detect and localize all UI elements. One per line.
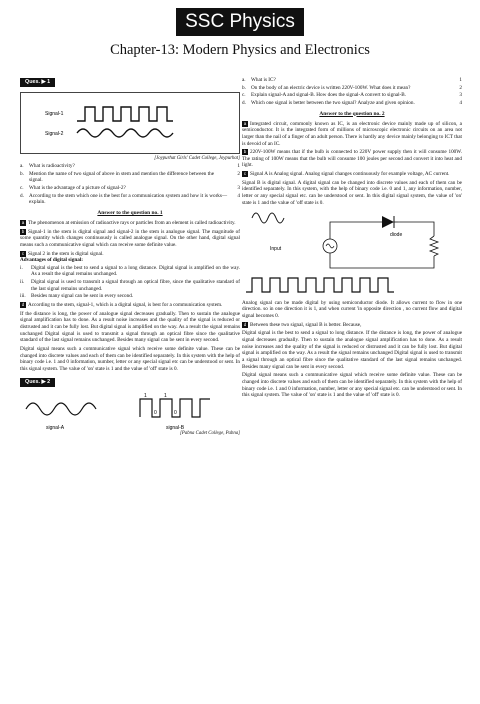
q2-signal-diagram bbox=[20, 389, 240, 433]
answer-tag-a: a bbox=[21, 219, 25, 225]
question-1-label: Ques. ▶ 1 bbox=[20, 78, 55, 87]
right-column bbox=[242, 76, 462, 399]
circuit-wires bbox=[330, 222, 434, 268]
q1-answer-a: a The phenomenon at emission of radioactive rays or particles from an element is called radioactivity. bbox=[21, 219, 236, 226]
signal-1-square-wave bbox=[77, 107, 173, 121]
rectifier-circuit-diagram bbox=[242, 206, 462, 272]
question-2-label: Ques. ▶ 2 bbox=[20, 378, 55, 387]
answer-tag-a: a bbox=[243, 120, 247, 126]
q1-advantage-1: i. Digital signal is the best to send a signal to a long distance. Digital signal is amplified on the way. As a result the signal remains unchanged. bbox=[20, 264, 240, 278]
q2-question-list bbox=[242, 77, 462, 107]
q2-answer-d-paragraph-2: Digital signal is the best to send a signal to long distance. If the distance is long, the power of analogue signal decreases gradually. Then to sustain the analogue signal amplification has to done. As a result noise increases and the quality of the signal is reduced or distrusted and it can be fully lost. But digital signal is amplified on the way. As a result the signal remains unchanged Digital signal is used to transmit a signal through an optical fibre since the qualitative standard of the last signal remains unchanged. Besides many signal can be sent in every second. bbox=[242, 330, 462, 370]
q2-answer-c: c Signal A is Analog signal. Analog signal changes continuously for example voltage, AC current. bbox=[243, 171, 450, 178]
circuit-diode-label: diode bbox=[390, 232, 403, 239]
q2-answer-b: b 220V-100W means that if the bulb is connected to 220V power supply then it will consume 100W. The rating of 100W means that the bulb will consume 100 joules per second and convert it into heat and light. bbox=[242, 149, 462, 169]
q1-question-c: c. What is the advantage of a picture of signal-2? 3 bbox=[20, 185, 240, 191]
answer-tag-b: b bbox=[21, 228, 25, 234]
chapter-title: Chapter-13: Modern Physics and Electronics bbox=[110, 42, 370, 58]
q1-source: [Joypurhat Girls' Cadet College, Joypurhat] bbox=[154, 155, 240, 161]
q2-answer-c-paragraph-2: Signal B is digital signal. A digital signal can be changed into discrete values and each of them can be identified separately. In this system, with the help of binary code i.e. 0 and 1, any information, number, letter or any special signal etc. can be understood or sent. In this digital signal system, the value of 'on' state is 1 and the value of 'off state is 0. bbox=[242, 179, 462, 206]
answer-tag-c: c bbox=[21, 250, 25, 256]
circuit-input-label: Input bbox=[270, 246, 282, 253]
q1-answer-heading: Answer to the question no. 1 bbox=[97, 209, 163, 216]
signal-b-label: signal-B bbox=[166, 424, 185, 431]
q1-advantage-3: iii. Besides many signal can be sent in every second. bbox=[20, 293, 134, 300]
q1-answer-b: b Signal-1 in the stem is digital signal and signal-2 in the stem is analogue signal. The magnitude of some quantity which changes continuously is called analogue signal. On the other hand, digital signal means such a communicative signal which can receive some definite value. bbox=[20, 228, 240, 248]
signal-a-label: signal-A bbox=[46, 424, 65, 431]
book-title-banner: SSC Physics bbox=[176, 8, 304, 36]
q2-question-d: d. Which one signal is better between the two signal? Analyze and given opinion. 4 bbox=[242, 99, 462, 106]
q1-answer-d-paragraph-2: If the distance is long, the power of analogue signal decreases gradually. Then to sustain the analogue signal amplification has to done. As a result noise increases and the quality of the signal is reduced or distrusted and it can be fully lost. But digital signal is amplified on the way. As a result the signal remains unchanged Digital signal is used to transmit a signal through an optical fibre since the qualitative standard of the last signal remains unchanged. Besides many signal can be sent in every second. bbox=[20, 310, 240, 344]
q1-answer-d-paragraph-3: Digital signal means such a communicative signal which receive some definite value. These can be changed into discrete values and each of them can be identified separately. In this system with the help of binary code i.e. 1 and 0 information, number, letter or any special signal etc can be understood or sent. In this signal system. The value of 'on' state is 1 and the value of 'off' state is 0. bbox=[20, 346, 240, 372]
q1-question-b: b. Mention the name of two signal of above in stem and mention the difference between the signal. 2 bbox=[20, 170, 240, 184]
q2-answer-d: d Between these two signal, signal B is better. Because, bbox=[243, 321, 362, 328]
q1-advantages-heading: Advantages of digital signal: bbox=[20, 257, 83, 264]
bit-label-1: 1 bbox=[144, 392, 147, 399]
answer-tag-c: c bbox=[243, 171, 247, 177]
q2-question-a: a. What is IC? 1 bbox=[242, 77, 462, 83]
q1-answer-c: c Signal 2 in the stem is digital signal. bbox=[21, 250, 104, 257]
answer-tag-b: b bbox=[243, 149, 247, 155]
q1-signal-figure bbox=[20, 92, 240, 154]
bit-label-2: 1 bbox=[164, 392, 167, 399]
q2-question-b: b. On the body of an electric device is written 220V-100W. What does it mean? 2 bbox=[242, 84, 462, 91]
input-sine-wave bbox=[252, 213, 284, 223]
ac-source-wave bbox=[326, 244, 334, 248]
q1-question-a: a. What is radioactivity? 1 bbox=[20, 163, 240, 170]
q1-advantage-2: ii. Digital signal is used to transmit a signal through an optical fibre, since the qualitative standard of the last signal remains unchanged. bbox=[20, 279, 240, 292]
signal-2-label: Signal-2 bbox=[45, 130, 64, 137]
q2-source: [Pabna Cadet College, Pabna] bbox=[180, 431, 240, 437]
answer-tag-d: d bbox=[243, 321, 247, 327]
diode-icon bbox=[382, 216, 394, 228]
q1-question-d: d. According to the stem which one is the best for a communication system and how it is works— explain. 4 bbox=[20, 192, 240, 206]
output-square-wave bbox=[246, 278, 394, 292]
q2-question-c: c. Explain signal-A and signal-B. How does the signal-A convert to signal-B. 3 bbox=[242, 92, 462, 99]
q2-answer-a: a Integrated circuit, commonly known as IC, is an electronic device mainly made up of silicon, a semiconductor. It is the integrated form of millions of microscopic electronic circuits on an area not larger than the nail of a finger of an adult person. There is hardly any device mainly belonging to ICT that is devoid of an IC. bbox=[242, 120, 462, 147]
rectified-output-wave bbox=[242, 275, 462, 295]
bit-label-4: 0 bbox=[174, 409, 177, 416]
q1-answer-d: d According to the stem, signal-1, which is a digital signal, is best for a communication system. bbox=[21, 302, 223, 309]
signal-a-sine-wave bbox=[26, 403, 96, 415]
q1-signal-diagram bbox=[21, 93, 239, 153]
q2-answer-heading: Answer to the question no. 2 bbox=[319, 110, 385, 117]
signal-1-label: Signal-1 bbox=[45, 110, 64, 117]
signal-2-sine-wave bbox=[77, 129, 173, 137]
resistor-icon bbox=[430, 236, 438, 256]
left-column bbox=[20, 76, 240, 438]
bit-label-3: 0 bbox=[154, 409, 157, 416]
q2-answer-c-paragraph-3: Analog signal can be made digital by using semiconductor diode. It allows current to flow in one direction. so in one direction it is 1, and when current 'in opposite direction , no current flow and digital signal becomes 0. bbox=[242, 299, 462, 320]
answer-tag-d: d bbox=[21, 302, 25, 308]
q1-question-list bbox=[20, 163, 240, 206]
q2-answer-d-paragraph-3: Digital signal means such a communicative signal which receive some definite value. These can be changed into discrete values and each of them can be identified separately. In this system with the help of binary code i.e. 1 and 0 information, number, letter or any special signal etc. can be understood or sent. In this signal system. The value of 'on' state is 1 and the value of 'off' state is 0. bbox=[242, 372, 462, 399]
